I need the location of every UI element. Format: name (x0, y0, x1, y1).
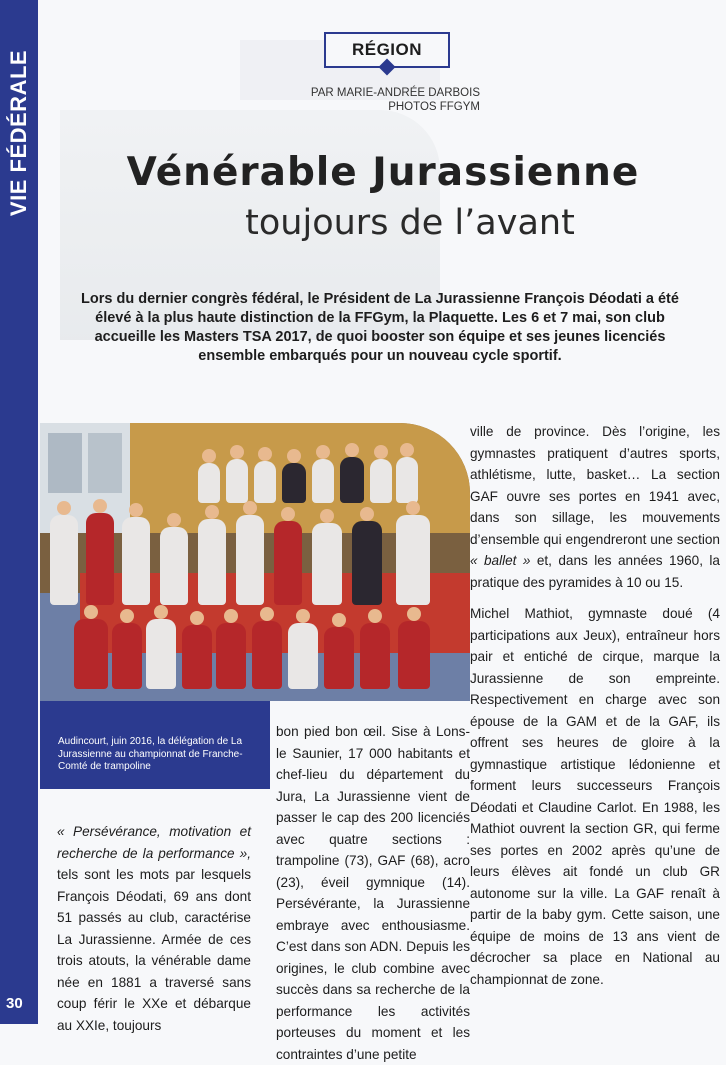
paragraph-emphasis: « ballet » (470, 553, 531, 568)
gymnast-figure (160, 527, 188, 605)
gymnast-figure (396, 457, 418, 503)
gymnast-figure (282, 463, 306, 503)
gymnast-figure (122, 517, 150, 605)
gymnast-figure (198, 463, 220, 503)
gymnast-figure (236, 515, 264, 605)
gymnast-figure (398, 621, 430, 689)
article-column-middle (276, 721, 470, 1065)
paragraph (57, 821, 251, 1036)
paragraph-text: tels sont les mots par lesquels François Déodati, 69 ans dont 51 passés au club, caractérise La Jurassienne. Armée de ces trois atouts, la vénérable dame née en 1881 a traversé sans coup férir le XXe et débarque au XXIe, toujours (57, 867, 251, 1033)
gymnast-figure (312, 523, 342, 605)
paragraph (470, 421, 720, 593)
gymnast-figure (74, 619, 108, 689)
gymnast-figure (112, 623, 142, 689)
gymnast-figure (252, 621, 282, 689)
paragraph-text: ville de province. Dès l’origine, les gymnastes pratiquent d’autres sports, athlétisme, lutte, basket… La section GAF ouvre ses portes en 1941 avec, dans son sillage, les mouvements d’ensemble qui engendreront une section (470, 424, 720, 547)
paragraph: bon pied bon œil. Sise à Lons-le Saunier, 17 000 habitants et chef-lieu du département du Jura, La Jurassienne vient de passer le cap des 200 licenciés avec quatre sections : trampoline (73), GAF (68), acro (23), éveil gymnique (14). Persévérante, la Jurassienne embraye avec enthousiasme. C’est dans son ADN. Depuis les origines, le club combine avec succès dans sa recherche de la performance les activités porteuses du moment et les contraintes d’une petite (276, 724, 470, 1062)
gymnast-figure (340, 457, 364, 503)
gymnast-figure (396, 515, 430, 605)
team-photo (40, 423, 470, 701)
page-number: 30 (6, 995, 23, 1012)
article-column-left (57, 821, 251, 1036)
region-label: RÉGION (351, 40, 423, 59)
gymnast-figure (324, 627, 354, 689)
gymnast-figure (146, 619, 176, 689)
article-lead: Lors du dernier congrès fédéral, le Président de La Jurassienne François Déodati a été élevé à la plus haute distinction de la FFGym, la Plaquette. Les 6 et 7 mai, son club accueille les Masters TSA 2017, de quoi booster son équipe et ses jeunes licenciés ensemble embarqués pour un nouveau cycle sportif. (81, 291, 679, 364)
gymnast-figure (50, 515, 78, 605)
article-subtitle: toujours de l’avant (245, 203, 575, 243)
gymnast-figure (360, 623, 390, 689)
gymnast-figure (86, 513, 114, 605)
section-sidebar (0, 0, 38, 1024)
paragraph-text: et, dans les années 1960, la pratique des pyramides à 10 ou 15. (470, 553, 720, 590)
pull-quote: « Persévérance, motivation et recherche de la performance », (57, 824, 251, 861)
section-label-text: VIE FÉDÉRALE (6, 49, 32, 217)
paragraph: Michel Mathiot, gymnaste doué (4 participations aux Jeux), entraîneur hors pair et entiché de cirque, marque la Jurassienne de son empreinte. Respectivement en charge avec son épouse de la GAM et de la GAF, ils offrent ses heures de gloire à la gymnastique artistique lédonienne et forment leurs successeurs François Déodati et Claudine Carlot. En 1988, les Mathiot ouvrent la section GR, qui ferme ses portes en 2002 après qu’une de leurs élèves ait fondé un club GR autonome sur la ville. La GAF renaît à partir de la baby gym. Cette saison, une équipe de moins de 13 ans vient de décrocher sa place en National au championnat de zone. (470, 606, 720, 987)
gymnast-figure (254, 461, 276, 503)
byline-author: PAR MARIE-ANDRÉE DARBOIS (310, 87, 480, 99)
byline (290, 86, 480, 114)
gymnast-figure (216, 623, 246, 689)
gymnast-figure (312, 459, 334, 503)
gymnast-figure (370, 459, 392, 503)
gymnast-figure (182, 625, 212, 689)
article-title: Vénérable Jurassienne (126, 150, 640, 195)
gymnast-figure (288, 623, 318, 689)
gymnast-figure (352, 521, 382, 605)
gymnast-figure (198, 519, 226, 605)
article-column-right (470, 421, 720, 990)
section-label (0, 28, 38, 238)
photo-caption: Audincourt, juin 2016, la délégation de La Jurassienne au championnat de Franche-Comté de trampoline (58, 736, 243, 772)
gymnast-figure (274, 521, 302, 605)
byline-photos: PHOTOS FFGYM (388, 101, 480, 113)
gymnast-figure (226, 459, 248, 503)
